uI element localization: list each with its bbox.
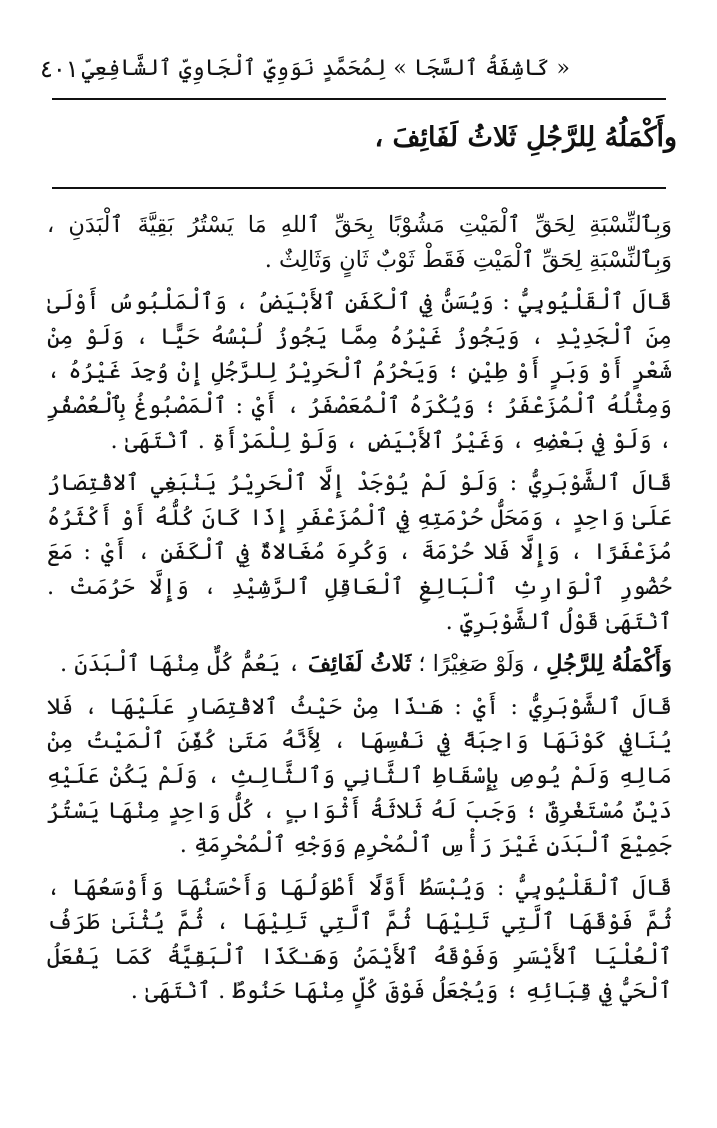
paragraph-text: قَالَ ٱلشَّوْبَرِيُّ : أَيْ : هَـٰذَا مِنْ حَيْثُ ٱلاقْتِصَارِ عَلَيْهَا ، فَلا يُنَافِي كَوْنَهَا وَاجِبَةً فِي نَفْسِهَا ، لِأَنَّهُ مَتَىٰ كُفِّنَ ٱلْمَيْتُ مِنْ مَالِهِ وَلَمْ يُوصِ بِإِسْقَاطِ ٱلثَّانِي وَٱلثَّالِثِ ، وَلَمْ يَكُنْ عَلَيْهِ دَيْنٌ مُسْتَغْرِقٌ ؛ وَجَبَ لَهُ ثَلاثَةُ أَثْوَابٍ ، كُلُّ وَاحِدٍ مِنْهَا يَسْتُرُ جَمِيْعَ ٱلْبَدَنِ غَيْرَ رَأْسِ ٱلْمُحْرِمِ وَوَجْهِ ٱلْمُحْرِمَةِ . [47, 693, 672, 859]
paragraph-1 [47, 208, 672, 277]
paragraph-text: قَالَ ٱلْقَلْيُوبِيُّ : وَيُسَنُّ فِي ٱلْكَفَنِ ٱلأَبْيَضُ ، وَٱلْمَلْبُوسُ أَوْلَىٰ مِنَ ٱلْجَدِيْدِ ، وَيَجُوزُ غَيْرُهُ مِمَّا يَجُوزُ لُبْسُهُ حَيًّا ، وَلَوْ مِنْ شَعْرٍ أَوْ وَبَرٍ أَوْ طِيْنٍ ؛ وَيَحْرُمُ ٱلْحَرِيْرُ لِلرَّجُلِ إِنْ وُجِدَ غَيْرُهُ ، وَمِثْلُهُ ٱلْمُزَعْفَرُ ؛ وَيُكْرَهُ ٱلْمُعَصْفَرُ ، أَيْ : ٱلْمَصْبُوغُ بِٱلْعُصْفُرِ ، وَلَوْ فِي بَعْضِهِ ، وَغَيْرُ ٱلأَبْيَضِ ، وَلَوْ لِلْمَرْأَةِ . ٱنْتَهَىٰ . [47, 289, 672, 454]
commentary-body [47, 208, 672, 1017]
paragraph-2 [47, 285, 672, 458]
paragraph-4 [47, 647, 672, 682]
page-number: ٤٠١ [40, 55, 79, 83]
paragraph-3 [47, 466, 672, 639]
matn-quote: وَأَكْمَلُهُ لِلرَّجُلِ [546, 651, 672, 678]
paragraph-text: قَالَ ٱلْقَلْيُوبِيُّ : وَيُبْسَطُ أَوَّلًا أَطْوَلُهَا وَأَحْسَنُهَا وَأَوْسَعُهَا ، ثُمَّ فَوْقَهَا ٱلَّتِي تَلِيْهَا ثُمَّ ٱلَّتِي تَلِيْهَا ، ثُمَّ يُثْنَىٰ طَرَفُ ٱلْعُلْيَا ٱلأَيْسَرِ وَفَوْقَهُ ٱلأَيْمَنُ وَهَـٰكَذَا ٱلْبَقِيَّةُ كَمَا يَفْعَلُ ٱلْحَيُّ فِي قِبَائِهِ ؛ وَيُجْعَلُ فَوْقَ كُلٍّ مِنْهَا حَنُوطٌ . ٱنْتَهَىٰ . [47, 874, 672, 1005]
matn-divider [52, 187, 666, 189]
page-header [30, 46, 670, 96]
paragraph-text [47, 647, 672, 682]
commentary-fragment: ، يَعُمُّ كُلٌّ مِنْهَا ٱلْبَدَنَ . [60, 651, 301, 678]
matn-quote: ثَلاثُ لَفَائِفَ [307, 651, 412, 678]
running-title: « كَاشِفَةُ ٱلسَّجَا » لِمُحَمَّدٍ نَوَوِيِّ ٱلْجَاوِيِّ ٱلشَّافِعِيِّ [81, 56, 570, 81]
header-divider [52, 98, 666, 100]
paragraph-6 [47, 871, 672, 1009]
paragraph-text: قَالَ ٱلشَّوْبَرِيُّ : وَلَوْ لَمْ يُوْجَدْ إِلَّا ٱلْحَرِيْرُ يَنْبَغِي ٱلاقْتِصَارُ عَلَىٰ وَاحِدٍ ، وَمَحَلُّ حُرْمَتِهِ فِي ٱلْمُزَعْفَرِ إِذَا كَانَ كُلُّهُ أَوْ أَكْثَرُهُ مُزَعْفَرًا ، وَإِلَّا فَلا حُرْمَةَ ، وَكُرِهَ مُغَالاةٌ فِي ٱلْكَفَنِ ، أَيْ : مَعَ حُضُورِ ٱلْوَارِثِ ٱلْبَالِغِ ٱلْعَاقِلِ ٱلرَّشِيْدِ ، وَإِلَّا حَرُمَتْ . ٱنْتَهَىٰ قَوْلُ ٱلشَّوْبَرِيِّ . [47, 470, 672, 635]
paragraph-text: وَبِٱلنِّسْبَةِ لِحَقِّ ٱلْمَيْتِ مَشُوْبًا بِحَقِّ ٱللهِ مَا يَسْتُرُ بَقِيَّةَ ٱلْبَدَنِ ، وَبِٱلنِّسْبَةِ لِحَقِّ ٱلْمَيْتِ فَقَطْ ثَوْبٌ ثَانٍ وَثَالِثٌ . [47, 212, 672, 273]
paragraph-5 [47, 690, 672, 863]
matn-text: وأَكْمَلُهُ لِلرَّجُلِ ثَلاثُ لَفَائِفَ ، [374, 122, 677, 153]
commentary-fragment: ، وَلَوْ صَغِيْرًا ؛ [418, 651, 539, 678]
